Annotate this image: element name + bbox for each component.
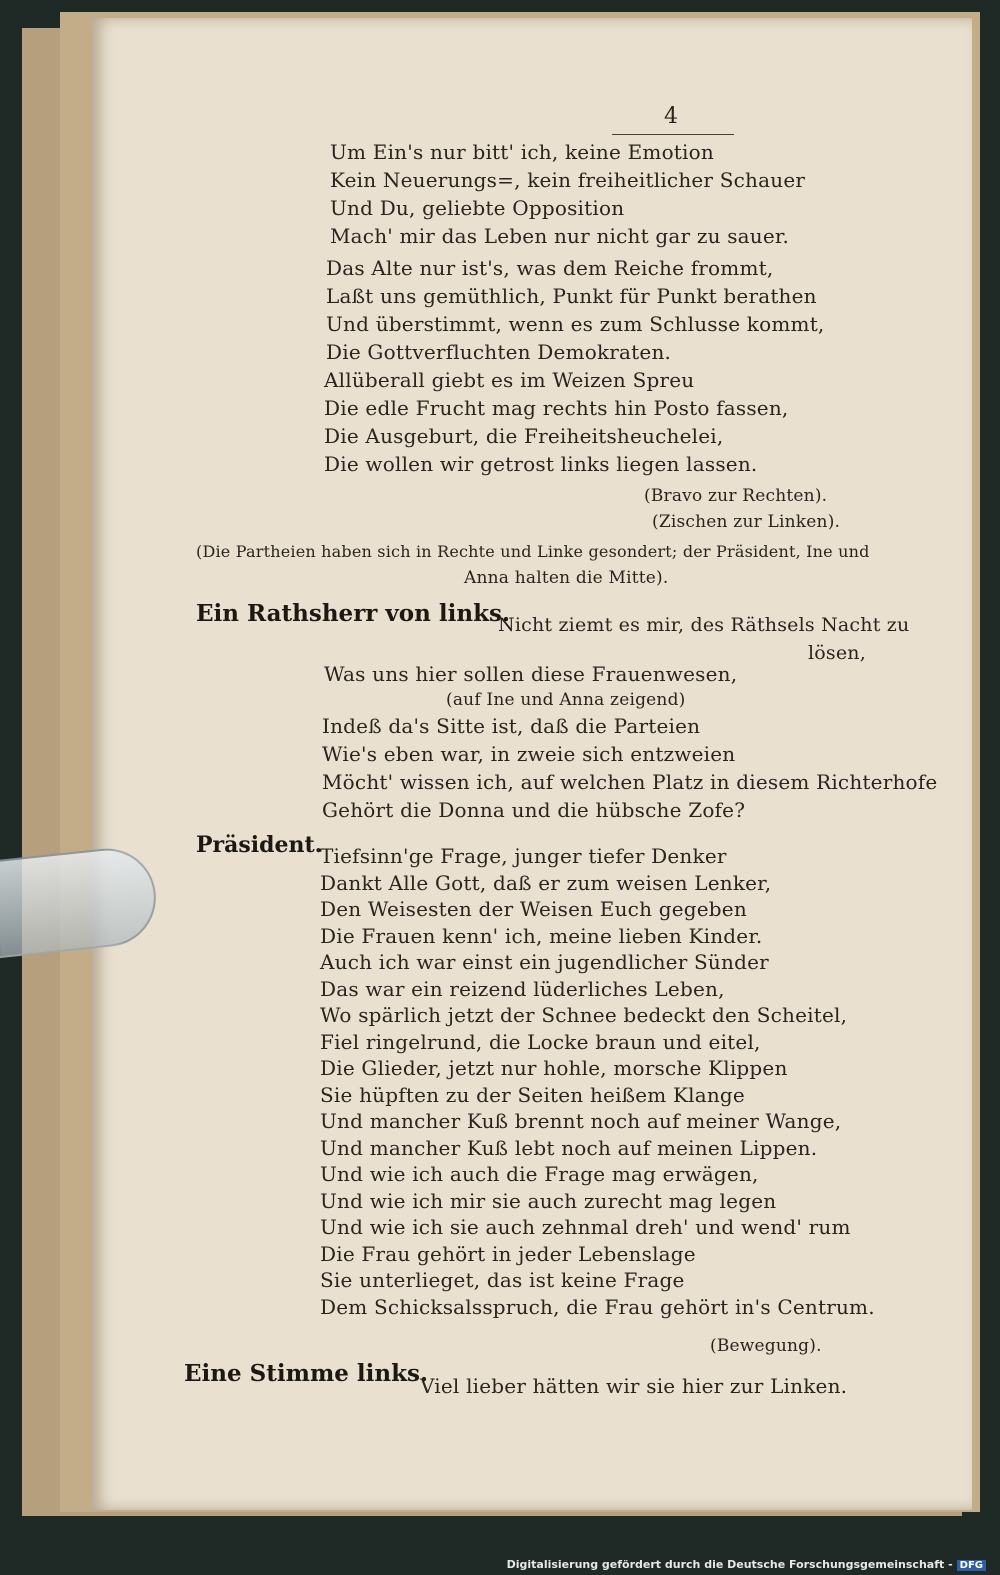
verse-line: Und wie ich auch die Frage mag erwägen,	[320, 1162, 759, 1186]
verse-line: Die wollen wir getrost links liegen lassen.	[324, 452, 758, 476]
verse-line: Und wie ich mir sie auch zurecht mag legen	[320, 1188, 777, 1213]
footer-text: Digitalisierung gefördert durch die Deutsche Forschungsgemeinschaft -	[506, 1558, 953, 1571]
verse-line: Sie unterlieget, das ist keine Frage	[320, 1268, 685, 1292]
verse-line: Die Gottverfluchten Demokraten.	[326, 340, 672, 364]
verse-line: Sie hüpften zu der Seiten heißem Klange	[320, 1082, 745, 1107]
stage-direction: (Die Partheien haben sich in Rechte und Linke gesondert; der Präsident, Ine und	[196, 542, 870, 561]
verse-line: Tiefsinn'ge Frage, junger tiefer Denker	[320, 844, 727, 868]
verse-line: Wo spärlich jetzt der Schnee bedeckt den Scheitel,	[320, 1003, 848, 1027]
verse-line: Und überstimmt, wenn es zum Schlusse kommt,	[326, 312, 825, 336]
verse-line: Nicht ziemt es mir, des Räthsels Nacht zu	[498, 614, 910, 636]
verse-line: Die Glieder, jetzt nur hohle, morsche Klippen	[320, 1056, 788, 1080]
verse-line: Wie's eben war, in zweie sich entzweien	[322, 742, 736, 766]
digitization-footer	[507, 1558, 986, 1571]
speaker-name: Präsident.	[196, 832, 323, 858]
verse-line: lösen,	[808, 642, 866, 664]
verse-line: Die edle Frucht mag rechts hin Posto fassen,	[324, 396, 789, 420]
verse-line: Was uns hier sollen diese Frauenwesen,	[324, 662, 738, 686]
dfg-logo: DFG	[957, 1560, 986, 1571]
verse-line: Und wie ich sie auch zehnmal dreh' und wend' rum	[320, 1215, 851, 1239]
page-number-rule	[612, 134, 734, 135]
verse-line: Und Du, geliebte Opposition	[330, 196, 625, 220]
verse-line: Dem Schicksalsspruch, die Frau gehört in's Centrum.	[320, 1294, 875, 1319]
verse-line: Die Frau gehört in jeder Lebenslage	[320, 1241, 696, 1266]
stage-direction: (Zischen zur Linken).	[652, 512, 841, 532]
verse-line: Kein Neuerungs=, kein freiheitlicher Schauer	[330, 168, 806, 192]
verse-line: Und mancher Kuß brennt noch auf meiner Wange,	[320, 1109, 842, 1133]
verse-line: Die Ausgeburt, die Freiheitsheuchelei,	[324, 424, 724, 448]
verse-line: Indeß da's Sitte ist, daß die Parteien	[322, 714, 701, 738]
verse-line: Auch ich war einst ein jugendlicher Sünder	[320, 950, 769, 974]
verse-line: Den Weisesten der Weisen Euch gegeben	[320, 897, 747, 921]
verse-line: Und mancher Kuß lebt noch auf meinen Lippen.	[320, 1135, 818, 1160]
verse-line: Dankt Alle Gott, daß er zum weisen Lenker,	[320, 870, 772, 895]
verse-line: Fiel ringelrund, die Locke braun und eitel,	[320, 1029, 761, 1054]
stage-direction: Anna halten die Mitte).	[464, 568, 669, 588]
verse-line: Die Frauen kenn' ich, meine lieben Kinder.	[320, 923, 763, 948]
verse-line: Gehört die Donna und die hübsche Zofe?	[322, 798, 746, 822]
book-page	[92, 18, 972, 1510]
verse-line: Mach' mir das Leben nur nicht gar zu sauer.	[330, 224, 790, 248]
verse-line: Das Alte nur ist's, was dem Reiche frommt,	[326, 256, 774, 280]
verse-line: Um Ein's nur bitt' ich, keine Emotion	[330, 140, 714, 164]
stage-direction: (auf Ine und Anna zeigend)	[446, 690, 686, 710]
stage-direction: (Bravo zur Rechten).	[644, 486, 828, 506]
speaker-name: Eine Stimme links.	[184, 1360, 429, 1387]
verse-line: Viel lieber hätten wir sie hier zur Linken.	[420, 1374, 848, 1398]
verse-line: Das war ein reizend lüderliches Leben,	[320, 976, 725, 1001]
verse-line: Laßt uns gemüthlich, Punkt für Punkt berathen	[326, 284, 817, 308]
page-number: 4	[664, 104, 678, 129]
verse-line: Möcht' wissen ich, auf welchen Platz in diesem Richterhofe	[322, 770, 938, 794]
stage-direction: (Bewegung).	[710, 1336, 822, 1356]
speaker-name: Ein Rathsherr von links.	[196, 600, 510, 627]
verse-line: Allüberall giebt es im Weizen Spreu	[324, 368, 695, 392]
